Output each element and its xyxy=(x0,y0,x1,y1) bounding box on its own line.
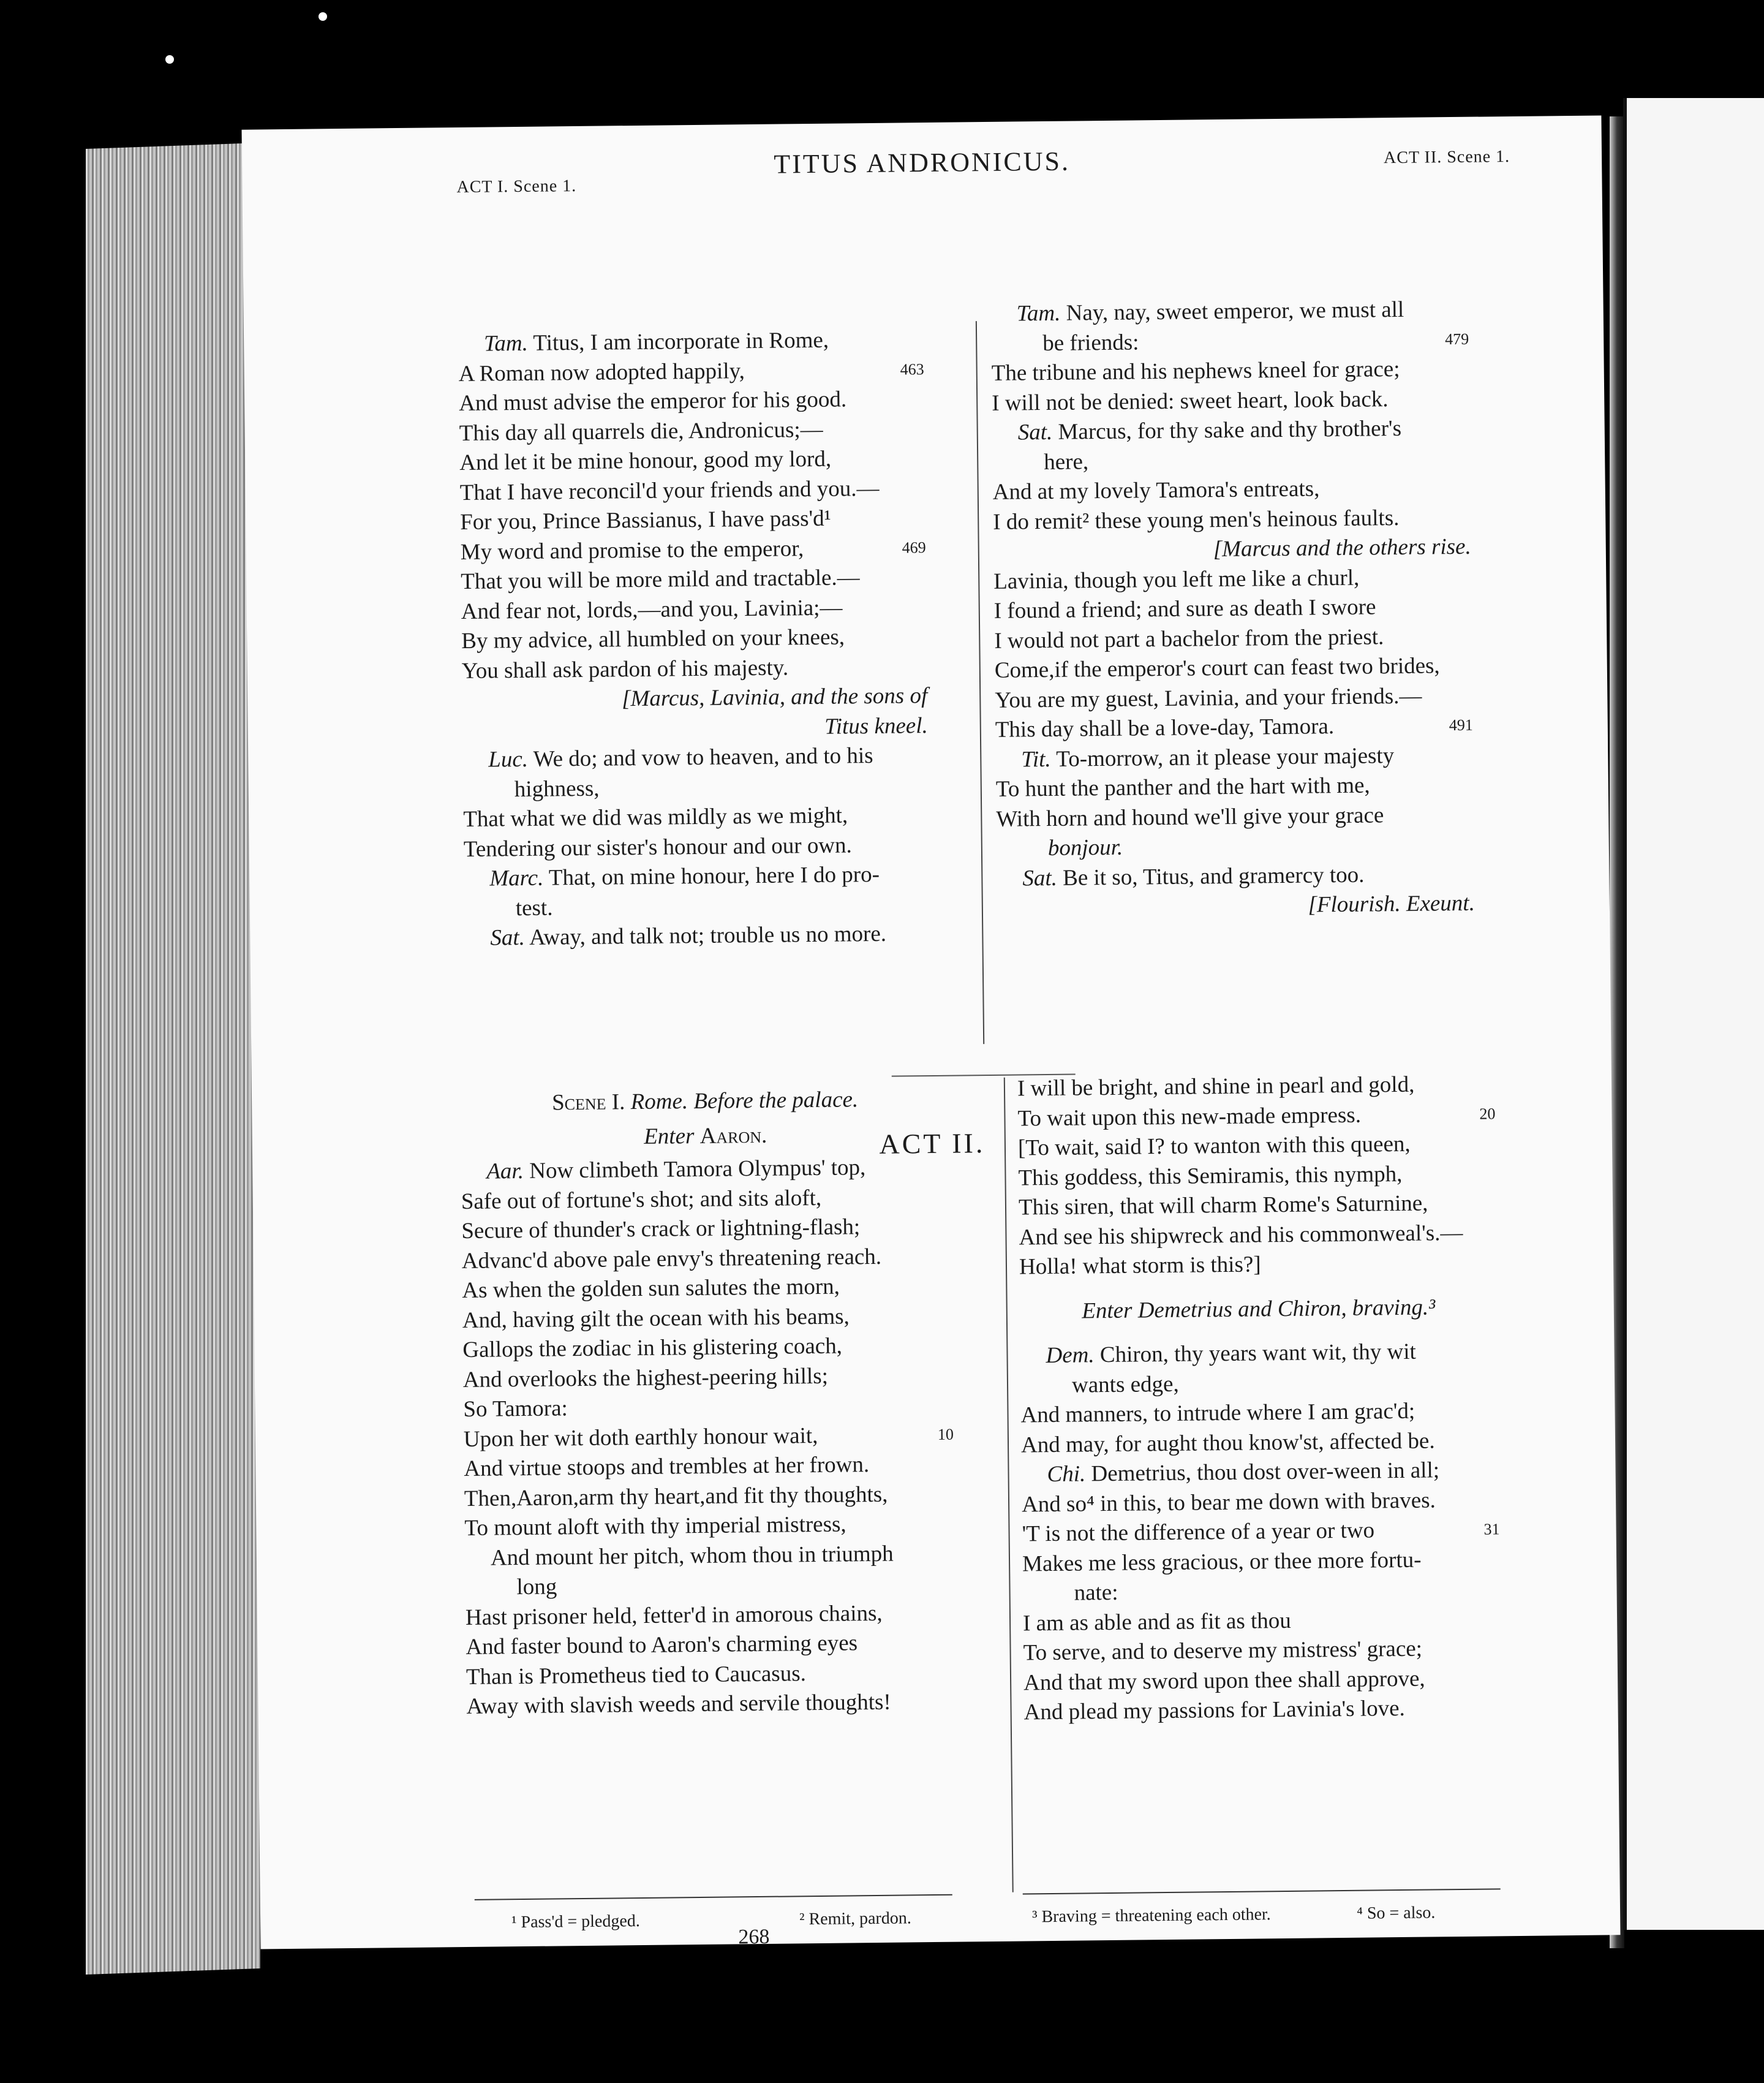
line-text: And so⁴ in this, to bear me down with braves. xyxy=(1021,1487,1436,1517)
line-number: 20 xyxy=(1479,1104,1496,1123)
footnote-2: ² Remit, pardon. xyxy=(799,1908,911,1929)
line-number: 469 xyxy=(902,538,926,556)
line-text: Tendering our sister's honour and our own. xyxy=(463,832,853,862)
verse-line xyxy=(994,592,1472,627)
verse-line xyxy=(458,355,924,389)
verse-line xyxy=(464,1420,954,1454)
line-text: wants edge, xyxy=(1071,1371,1179,1398)
verse-line xyxy=(1023,1663,1501,1698)
verse-line xyxy=(995,681,1472,716)
line-text: To wait upon this new-made empress. xyxy=(1017,1102,1362,1132)
line-text: And faster bound to Aaron's charming eyes xyxy=(466,1630,858,1660)
verse-line xyxy=(462,741,928,775)
line-text: To serve, and to deserve my mistress' grace; xyxy=(1023,1636,1423,1666)
verse-line xyxy=(466,1598,956,1633)
line-text: The tribune and his nephews kneel for grace; xyxy=(991,356,1400,386)
verse-line xyxy=(463,1360,953,1395)
line-text: I found a friend; and sure as death I swore xyxy=(993,594,1376,624)
text-column-right-top xyxy=(990,295,1475,924)
scene-heading xyxy=(460,1084,950,1119)
verse-line xyxy=(990,295,1468,330)
verse-line xyxy=(459,444,925,478)
speaker-name: Sat. xyxy=(1017,419,1053,445)
line-text: This siren, that will charm Rome's Saturnine, xyxy=(1018,1190,1428,1220)
line-text: And that my sword upon thee shall approve, xyxy=(1023,1666,1425,1695)
verse-line xyxy=(466,1687,956,1722)
column-divider xyxy=(1004,1078,1014,1892)
line-text: [To wait, said I? to wanton with this queen, xyxy=(1017,1131,1411,1161)
verse-line xyxy=(1019,1247,1497,1282)
line-text: So Tamora: xyxy=(463,1396,568,1423)
line-text: And overlooks the highest-peering hills; xyxy=(462,1363,829,1393)
verse-line xyxy=(460,503,925,537)
line-text: A Roman now adopted happily, xyxy=(458,358,745,387)
line-number: 491 xyxy=(1449,716,1473,735)
verse-line xyxy=(465,1568,955,1603)
line-text: And at my lovely Tamora's entreats, xyxy=(992,476,1320,505)
text-column-right-bottom xyxy=(1017,1069,1502,1728)
film-speck xyxy=(165,55,174,64)
column-divider xyxy=(976,321,984,1044)
verse-line xyxy=(461,622,927,656)
scene-label: Scene I. xyxy=(551,1089,625,1116)
verse-line xyxy=(991,354,1469,389)
line-text: And may, for aught thou know'st, affected be. xyxy=(1020,1427,1435,1457)
verse-line xyxy=(1021,1455,1499,1490)
verse-line xyxy=(462,1301,952,1336)
stage-entrance xyxy=(461,1119,951,1154)
line-text: That what we did was mildly as we might, xyxy=(463,803,848,832)
line-text: Advanc'd above pale envy's threatening reach. xyxy=(461,1244,882,1274)
speech-block xyxy=(461,1152,957,1722)
line-text: Safe out of fortune's shot; and sits aloft, xyxy=(461,1185,822,1214)
line-text: Nay, nay, sweet emperor, we must all xyxy=(1060,297,1404,326)
line-text: By my advice, all humbled on your knees, xyxy=(461,624,845,654)
line-text: Be it so, Titus, and gramercy too. xyxy=(1057,862,1365,891)
line-text: And let it be mine honour, good my lord, xyxy=(459,446,832,476)
verse-line xyxy=(996,800,1474,834)
verse-line xyxy=(1021,1426,1499,1461)
facing-page-edge xyxy=(1623,98,1764,1930)
verse-line xyxy=(1019,1188,1496,1223)
verse-line xyxy=(462,1271,952,1306)
verse-line xyxy=(1020,1366,1498,1401)
stage-direction: Titus kneel. xyxy=(824,713,928,739)
film-speck xyxy=(318,12,327,21)
verse-line xyxy=(459,474,925,508)
verse-line xyxy=(995,740,1473,775)
verse-line xyxy=(459,384,924,418)
line-text: To hunt the panther and the hart with me, xyxy=(995,773,1370,802)
stage-direction: [Marcus and the others rise. xyxy=(1213,534,1471,562)
scene-place: Rome. Before the palace. xyxy=(625,1087,859,1115)
line-text: And, having gilt the ocean with his beams, xyxy=(462,1303,850,1333)
line-text: For you, Prince Bassianus, I have pass'd¹ xyxy=(460,505,831,535)
line-text: highness, xyxy=(514,776,600,802)
verse-line xyxy=(995,711,1473,746)
footnote-1: ¹ Pass'd = pledged. xyxy=(511,1911,640,1932)
line-text: Upon her wit doth earthly honour wait, xyxy=(463,1423,818,1452)
text-column-left-top xyxy=(458,325,930,953)
verse-line xyxy=(458,325,924,359)
verse-line xyxy=(461,1182,951,1217)
line-text: And see his shipwreck and his commonweal's.— xyxy=(1019,1220,1463,1250)
verse-line xyxy=(1023,1693,1501,1728)
line-text: And virtue stoops and trembles at her frown. xyxy=(464,1452,870,1482)
line-text: long xyxy=(516,1574,557,1600)
line-text: I would not part a bachelor from the priest. xyxy=(994,624,1384,654)
line-text: This goddess, this Semiramis, this nymph, xyxy=(1018,1161,1403,1191)
line-text: Hast prisoner held, fetter'd in amorous chains, xyxy=(465,1600,883,1630)
footnote-4: ⁴ So = also. xyxy=(1356,1903,1436,1923)
verse-line xyxy=(995,651,1472,686)
stage-direction: Enter Demetrius and Chiron, braving.³ xyxy=(1082,1294,1436,1323)
verse-line xyxy=(991,324,1469,359)
verse-line xyxy=(464,1450,954,1484)
verse-line xyxy=(463,1390,953,1425)
verse-line xyxy=(464,1479,954,1514)
verse-line xyxy=(461,1152,951,1187)
verse-line xyxy=(461,592,927,627)
line-text: Marcus, for thy sake and thy brother's xyxy=(1052,415,1402,445)
verse-line xyxy=(462,652,927,686)
line-text: To-morrow, an it please your majesty xyxy=(1050,743,1395,772)
line-number: 31 xyxy=(1483,1520,1500,1538)
line-text: To mount aloft with thy imperial mistress, xyxy=(464,1511,846,1541)
line-text: test. xyxy=(515,894,553,921)
line-text: And plead my passions for Lavinia's love. xyxy=(1023,1695,1406,1725)
line-text: And fear not, lords,—and you, Lavinia;— xyxy=(461,594,843,624)
speaker-name: Sat. xyxy=(1022,865,1058,891)
entrance-verb: Enter xyxy=(643,1123,700,1149)
verse-line xyxy=(1019,1218,1496,1253)
footnote-rule xyxy=(475,1894,952,1900)
text-column-left-bottom xyxy=(460,1084,957,1722)
line-text: Now climbeth Tamora Olympus' top, xyxy=(523,1155,866,1184)
verse-line xyxy=(464,1509,954,1544)
line-text: My word and promise to the emperor, xyxy=(460,535,804,565)
line-number: 10 xyxy=(937,1425,954,1443)
speaker-name: Sat. xyxy=(490,924,526,951)
act-heading: ACT II. xyxy=(879,1127,986,1160)
verse-line xyxy=(1018,1128,1496,1163)
line-text: I will not be denied: sweet heart, look back. xyxy=(992,386,1389,416)
line-number: 479 xyxy=(1445,330,1469,348)
footnote-3: ³ Braving = threatening each other. xyxy=(1031,1905,1271,1927)
line-text: And mount her pitch, whom thou in triumph xyxy=(490,1541,894,1571)
line-text: You are my guest, Lavinia, and your friends.— xyxy=(995,683,1422,713)
speaker-name: Aar. xyxy=(486,1158,524,1184)
speaker-name: Chi. xyxy=(1047,1461,1086,1488)
verse-line xyxy=(997,859,1474,894)
line-text: Lavinia, though you left me like a churl, xyxy=(993,565,1360,594)
line-text: Then,Aaron,arm thy heart,and fit thy thoughts, xyxy=(464,1481,888,1511)
line-text: As when the golden sun salutes the morn, xyxy=(462,1274,840,1304)
line-text: Than is Prometheus tied to Caucasus. xyxy=(466,1660,807,1690)
line-text: Chiron, thy years want wit, thy wit xyxy=(1094,1339,1416,1368)
verse-line xyxy=(461,1212,951,1247)
verse-line xyxy=(1022,1544,1500,1579)
verse-line xyxy=(1017,1069,1495,1104)
line-text: Titus, I am incorporate in Rome, xyxy=(527,327,829,356)
page-number: 268 xyxy=(738,1925,770,1949)
line-text: We do; and vow to heaven, and to his xyxy=(527,743,873,772)
verse-line xyxy=(462,1241,952,1276)
line-text: That you will be more mild and tractable.— xyxy=(461,565,860,594)
entrance-name: Aaron. xyxy=(699,1122,767,1149)
verse-line xyxy=(1020,1336,1498,1371)
running-head-left: ACT I. Scene 1. xyxy=(456,176,577,197)
verse-line xyxy=(461,562,926,597)
verse-line xyxy=(461,533,926,567)
line-text: This day all quarrels die, Andronicus;— xyxy=(459,417,823,446)
line-text: This day shall be a love-day, Tamora. xyxy=(995,714,1335,743)
line-text: be friends: xyxy=(1042,329,1139,356)
verse-line xyxy=(994,621,1472,656)
speaker-name: Marc. xyxy=(489,865,544,891)
verse-line xyxy=(464,830,929,864)
speaker-name: Tam. xyxy=(1016,300,1061,327)
verse-line xyxy=(992,414,1470,448)
running-head xyxy=(242,140,1602,197)
speaker-name: Tit. xyxy=(1021,746,1051,772)
line-text: That, on mine honour, here I do pro- xyxy=(543,861,880,891)
verse-line xyxy=(462,1331,952,1366)
line-text: With horn and hound we'll give your grace xyxy=(996,802,1384,832)
line-text: I am as able and as fit as thou xyxy=(1022,1608,1292,1636)
running-head-title: TITUS ANDRONICUS. xyxy=(774,146,1071,180)
line-text: And must advise the emperor for his good. xyxy=(458,387,847,417)
verse-line xyxy=(466,1628,956,1663)
running-head-right: ACT II. Scene 1. xyxy=(1383,147,1510,168)
verse-line xyxy=(466,1657,956,1692)
line-text: Makes me less gracious, or thee more fortu- xyxy=(1022,1547,1422,1576)
line-text: Away with slavish weeds and servile thoughts! xyxy=(466,1689,891,1720)
verse-line xyxy=(992,443,1470,478)
line-text: Demetrius, thou dost over-ween in all; xyxy=(1085,1457,1440,1487)
verse-line xyxy=(1022,1514,1499,1549)
verse-line xyxy=(463,771,929,805)
speaker-name: Tam. xyxy=(483,330,529,357)
line-text: And manners, to intrude where I am grac'd; xyxy=(1020,1398,1415,1428)
speaker-name: Dem. xyxy=(1046,1342,1095,1369)
stage-direction: [Marcus, Lavinia, and the sons of xyxy=(621,683,928,712)
line-text: Gallops the zodiac in his glistering coach, xyxy=(462,1333,843,1363)
verse-line xyxy=(1017,1099,1495,1134)
line-text: Away, and talk not; trouble us no more. xyxy=(524,921,887,950)
book-page xyxy=(242,115,1621,1949)
verse-line xyxy=(464,860,929,894)
verse-line xyxy=(464,890,930,924)
verse-line xyxy=(1020,1396,1498,1431)
verse-line xyxy=(1023,1633,1501,1668)
verse-line xyxy=(996,770,1474,805)
line-text: I will be bright, and shine in pearl and gold, xyxy=(1017,1072,1415,1102)
verse-line xyxy=(993,562,1471,597)
line-text: Come,if the emperor's court can feast two brides, xyxy=(994,653,1440,683)
line-text: Holla! what storm is this?] xyxy=(1019,1252,1261,1280)
stage-direction: [Flourish. Exeunt. xyxy=(1308,890,1476,918)
verse-line xyxy=(993,473,1471,508)
verse-line xyxy=(992,384,1469,418)
verse-line xyxy=(459,414,924,448)
verse-line xyxy=(464,919,930,953)
stage-direction: bonjour. xyxy=(1047,834,1123,861)
line-text: 'T is not the difference of a year or two xyxy=(1022,1518,1375,1547)
line-text: Secure of thunder's crack or lightning-flash; xyxy=(461,1214,861,1244)
verse-line xyxy=(463,800,929,834)
line-number: 463 xyxy=(900,360,924,378)
footnote-rule xyxy=(1023,1888,1501,1894)
verse-line xyxy=(993,502,1471,537)
verse-line xyxy=(1022,1485,1499,1520)
line-text: here, xyxy=(1044,448,1089,475)
speaker-name: Luc. xyxy=(488,746,529,773)
line-text: nate: xyxy=(1074,1579,1118,1606)
book-fore-edge xyxy=(86,143,260,1975)
line-text: That I have reconcil'd your friends and you.— xyxy=(459,475,880,505)
verse-line xyxy=(1022,1574,1500,1609)
line-text: You shall ask pardon of his majesty. xyxy=(461,654,789,684)
verse-line xyxy=(1023,1604,1501,1639)
verse-line xyxy=(1018,1159,1496,1193)
line-text: I do remit² these young men's heinous faults. xyxy=(993,505,1400,535)
verse-line xyxy=(465,1538,955,1573)
